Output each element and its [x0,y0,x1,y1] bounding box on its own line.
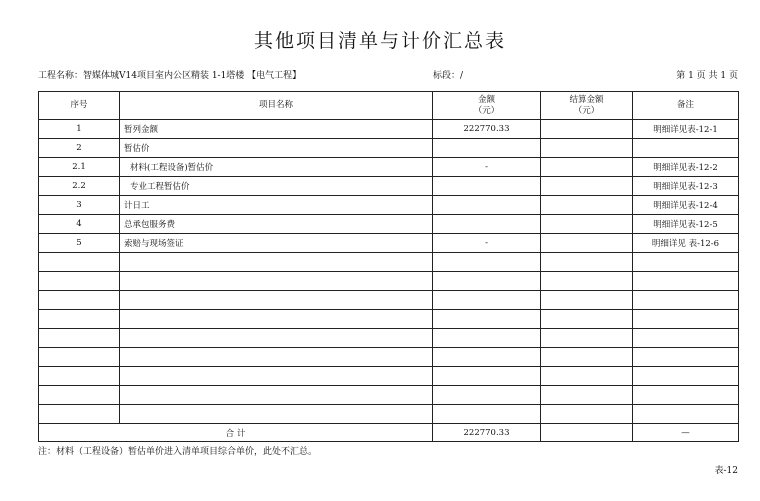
empty-cell [541,386,633,405]
empty-cell [433,310,541,329]
empty-cell [541,310,633,329]
empty-row [39,253,739,272]
amount-cell: 222770.33 [433,120,541,139]
seq-cell: 4 [39,215,120,234]
empty-cell [541,405,633,424]
item-name-cell: 计日工 [120,196,433,215]
empty-row [39,329,739,348]
empty-cell [633,386,739,405]
empty-cell [433,348,541,367]
empty-cell [633,291,739,310]
page-title: 其他项目清单与计价汇总表 [253,30,506,52]
section-label: 标段：/ [433,71,464,81]
empty-row [39,291,739,310]
table-number: 表-12 [714,466,738,476]
empty-cell [39,367,120,386]
table-row [39,120,739,139]
item-name-cell: 暂估价 [120,139,433,158]
table-row [39,196,739,215]
total-remark: — [633,424,739,442]
amount-cell [433,215,541,234]
empty-cell [541,291,633,310]
total-label: 合 计 [39,424,433,442]
project-name: 工程名称：智媒体城V14项目室内公区精装 1-1塔楼 【电气工程】 [38,71,302,81]
empty-row [39,405,739,424]
empty-cell [120,367,433,386]
table-row [39,158,739,177]
settlement-cell [541,177,633,196]
item-name-cell: 专业工程暂估价 [120,177,433,196]
table-body [39,120,739,442]
remark-cell: 明细详见表-12-4 [633,196,739,215]
empty-cell [541,253,633,272]
empty-cell [541,367,633,386]
seq-cell: 1 [39,120,120,139]
empty-row [39,310,739,329]
settlement-cell [541,158,633,177]
remark-cell: 明细详见表-12-1 [633,120,739,139]
empty-cell [433,386,541,405]
empty-cell [120,386,433,405]
settlement-cell [541,196,633,215]
empty-cell [541,329,633,348]
settlement-cell [541,234,633,253]
item-name-cell: 材料(工程设备)暂估价 [120,158,433,177]
empty-cell [633,348,739,367]
empty-cell [120,348,433,367]
total-row [39,424,739,442]
amount-cell [433,139,541,158]
settlement-cell [541,120,633,139]
settlement-header-unit: （元） [573,105,600,116]
empty-cell [433,405,541,424]
col-header-name: 项目名称 [120,92,433,120]
empty-cell [433,272,541,291]
seq-cell: 2.1 [39,158,120,177]
empty-cell [39,405,120,424]
empty-cell [39,253,120,272]
seq-cell: 5 [39,234,120,253]
amount-header-label: 金额 [477,94,495,105]
empty-row [39,386,739,405]
page-number: 第 1 页 共 1 页 [676,71,738,81]
empty-cell [633,272,739,291]
empty-row [39,348,739,367]
empty-cell [633,310,739,329]
empty-cell [433,253,541,272]
amount-cell [433,196,541,215]
table-row [39,234,739,253]
summary-table [38,91,739,442]
table-row [39,215,739,234]
empty-cell [633,253,739,272]
empty-cell [120,405,433,424]
empty-cell [120,272,433,291]
remark-cell: 明细详见 表-12-6 [633,234,739,253]
empty-cell [633,329,739,348]
empty-cell [39,310,120,329]
empty-cell [39,348,120,367]
remark-cell [633,139,739,158]
settlement-header-label: 结算金额 [569,94,604,105]
seq-cell: 2 [39,139,120,158]
empty-cell [39,386,120,405]
empty-cell [433,329,541,348]
empty-cell [633,367,739,386]
empty-cell [39,329,120,348]
table-row [39,139,739,158]
empty-cell [120,329,433,348]
empty-row [39,272,739,291]
remark-cell: 明细详见表-12-2 [633,158,739,177]
remark-cell: 明细详见表-12-5 [633,215,739,234]
item-name-cell: 总承包服务费 [120,215,433,234]
seq-cell: 2.2 [39,177,120,196]
empty-cell [633,405,739,424]
empty-cell [39,272,120,291]
settlement-cell [541,215,633,234]
empty-cell [541,272,633,291]
empty-cell [120,253,433,272]
item-name-cell: 索赔与现场签证 [120,234,433,253]
amount-cell: - [433,234,541,253]
col-header-remark: 备注 [633,92,739,120]
empty-cell [541,348,633,367]
amount-cell: - [433,158,541,177]
empty-cell [120,291,433,310]
col-header-settlement [541,92,633,120]
empty-cell [433,367,541,386]
seq-cell: 3 [39,196,120,215]
col-header-amount [433,92,541,120]
amount-cell [433,177,541,196]
col-header-seq: 序号 [39,92,120,120]
empty-row [39,367,739,386]
remark-cell: 明细详见表-12-3 [633,177,739,196]
empty-cell [39,291,120,310]
item-name-cell: 暂列金额 [120,120,433,139]
empty-cell [120,310,433,329]
footnote: 注：材料（工程设备）暂估单价进入清单项目综合单价，此处不汇总。 [38,447,318,457]
settlement-cell [541,139,633,158]
table-header-row [39,92,739,120]
empty-cell [433,291,541,310]
total-amount: 222770.33 [433,424,541,442]
amount-header-unit: （元） [473,105,500,116]
table-row [39,177,739,196]
total-settlement [541,424,633,442]
